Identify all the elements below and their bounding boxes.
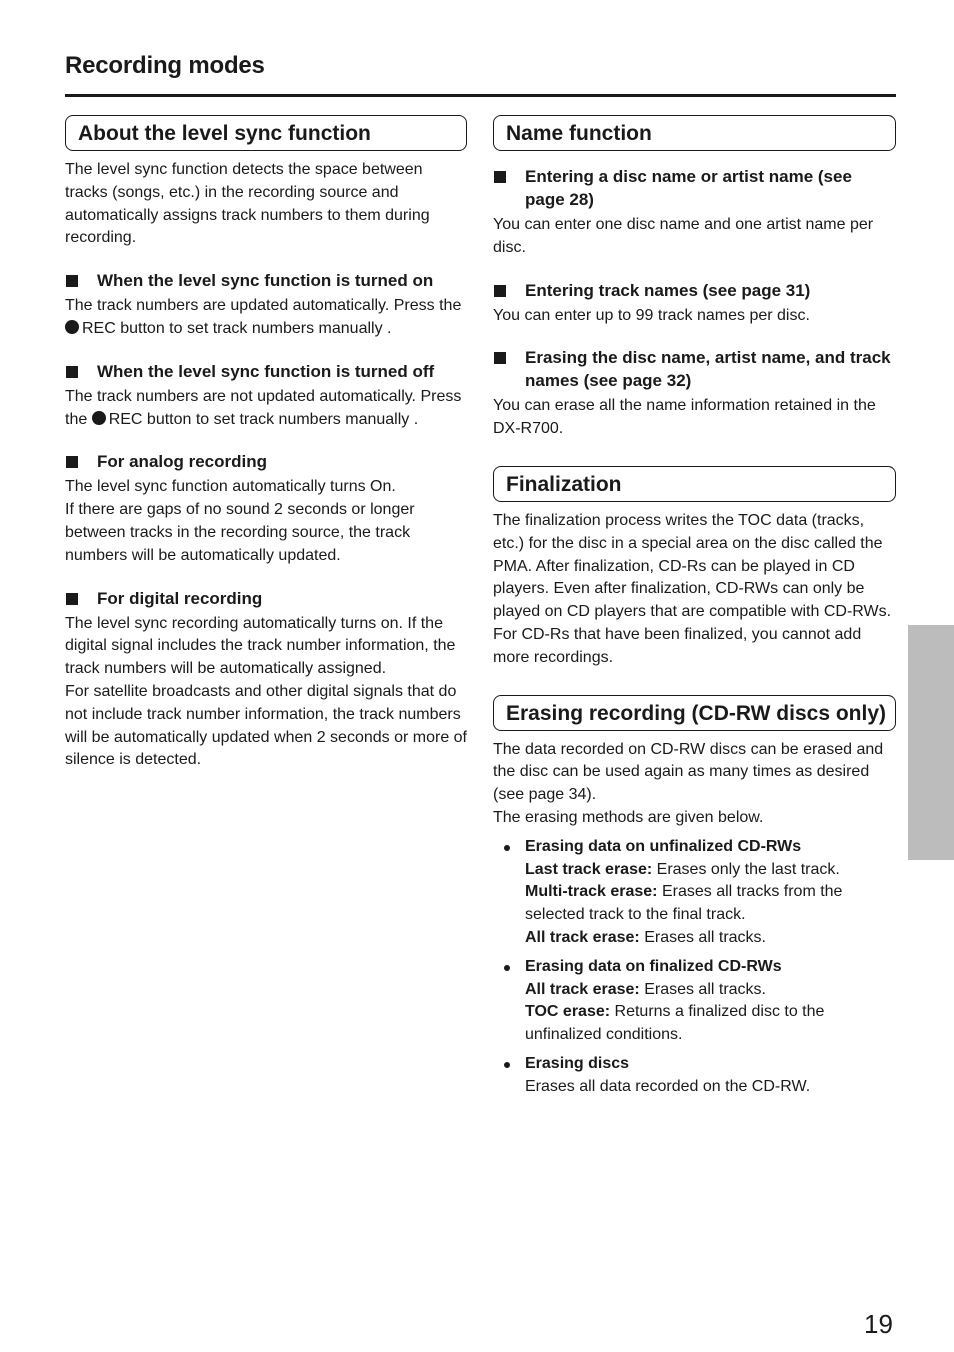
last-track-erase-line: Last track erase: Erases only the last track. [525, 860, 840, 878]
list-item-unfinalized [493, 836, 896, 950]
rec-dot-icon [92, 411, 106, 425]
right-column [493, 115, 896, 1099]
page-number: 19 [864, 1309, 893, 1339]
analog-text-2: If there are gaps of no sound 2 seconds or longer between tracks in the recording source, the track numbers will be automatically updated. [65, 501, 415, 564]
analog-text-1: The level sync function automatically turns On. [65, 478, 396, 496]
section-heading-level-sync: About the level sync function [65, 115, 467, 151]
sync-off-text: The track numbers are not updated automatically. Press the REC button to set track numbers manually . [65, 387, 462, 428]
list-item-finalized [493, 956, 896, 1047]
section-heading-erasing-recording: Erasing recording (CD-RW discs only) [493, 695, 896, 731]
title-rule [65, 94, 896, 97]
square-bullet-icon [66, 366, 78, 378]
erasing-recording-text-2: The erasing methods are given below. [493, 808, 764, 826]
subheading-sync-off: When the level sync function is turned off [65, 360, 467, 383]
section-heading-name-function: Name function [493, 115, 896, 151]
level-sync-intro: The level sync function detects the space between tracks (songs, etc.) in the recording source and automatically assigns track numbers to them during recording. [65, 161, 430, 247]
finalization-text-2: For CD-Rs that have been finalized, you cannot add more recordings. [493, 625, 862, 666]
side-tab [908, 625, 954, 860]
entering-track-text: You can enter up to 99 track names per disc. [493, 306, 810, 324]
unfinalized-title: Erasing data on unfinalized CD-RWs [525, 837, 802, 855]
digital-text-2: For satellite broadcasts and other digital signals that do not include track number information, the track numbers will be automatically updated when 2 seconds or more of silence is detected. [65, 682, 467, 769]
subheading-entering-track: Entering track names (see page 31) [493, 279, 896, 302]
rec-dot-icon [65, 320, 79, 334]
subheading-analog: For analog recording [65, 450, 467, 473]
multi-track-erase-line: Multi-track erase: Erases all tracks from the selected track to the final track. [525, 883, 843, 924]
subheading-erasing-names: Erasing the disc name, artist name, and track names (see page 32) [493, 346, 896, 392]
erasing-discs-text: Erases all data recorded on the CD-RW. [525, 1077, 811, 1095]
square-bullet-icon [494, 352, 506, 364]
erasing-recording-text-1: The data recorded on CD-RW discs can be erased and the disc can be used again as many times as desired (see page 34). [493, 740, 884, 804]
subheading-digital: For digital recording [65, 587, 467, 610]
entering-disc-text: You can enter one disc name and one artist name per disc. [493, 216, 874, 256]
section-heading-finalization: Finalization [493, 466, 896, 502]
toc-erase-line: TOC erase: Returns a finalized disc to the unfinalized conditions. [525, 1003, 825, 1044]
square-bullet-icon [494, 171, 506, 183]
left-column [65, 115, 467, 772]
page-title: Recording modes [65, 52, 265, 79]
bullet-dot-icon [504, 1062, 510, 1068]
subheading-sync-on: When the level sync function is turned on [65, 269, 467, 292]
all-track-erase-line: All track erase: Erases all tracks. [525, 928, 766, 946]
erasing-names-text: You can erase all the name information retained in the DX-R700. [493, 397, 876, 438]
digital-text-1: The level sync recording automatically turns on. If the digital signal includes the track number information, the track numbers will be automatically assigned. [65, 614, 456, 678]
list-item-erasing-discs [493, 1053, 896, 1099]
square-bullet-icon [66, 593, 78, 605]
square-bullet-icon [66, 456, 78, 468]
subheading-entering-disc: Entering a disc name or artist name (see page 28) [493, 165, 896, 211]
square-bullet-icon [66, 275, 78, 287]
bullet-dot-icon [504, 965, 510, 971]
sync-on-text: The track numbers are updated automatically. Press the REC button to set track numbers manually . [65, 297, 462, 337]
erasing-discs-title: Erasing discs [525, 1054, 630, 1072]
finalization-text-1: The finalization process writes the TOC data (tracks, etc.) for the disc in a special area on the disc called the PMA. After finalization, CD-Rs can be played in CD players. Even after finalization, CD-RWs can only be played on CD players that are compatible with CD-RWs. [493, 511, 892, 621]
finalized-title: Erasing data on finalized CD-RWs [525, 957, 782, 975]
square-bullet-icon [494, 285, 506, 297]
all-track-erase-line: All track erase: Erases all tracks. [525, 980, 766, 998]
bullet-dot-icon [504, 845, 510, 851]
